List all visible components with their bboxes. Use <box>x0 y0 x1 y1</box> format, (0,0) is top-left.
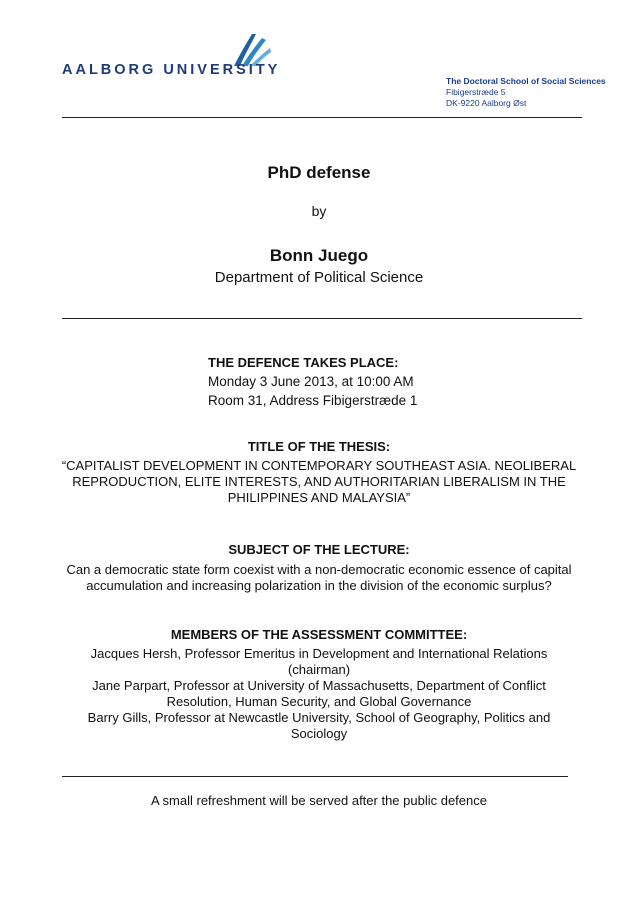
by-label: by <box>311 203 327 219</box>
defence-location: Room 31, Address Fibigerstræde 1 <box>208 393 418 408</box>
university-name: AALBORG UNIVERSITY <box>62 62 281 78</box>
thesis-heading: TITLE OF THE THESIS: <box>247 439 391 454</box>
defence-section <box>208 353 417 410</box>
lecture-subject: Can a democratic state form coexist with a non-democratic economic essence of capital accumulation and increasing polarization in the division of the economic surplus? <box>66 562 572 593</box>
school-address <box>446 76 606 109</box>
committee-member: Barry Gills, Professor at Newcastle University, School of Geography, Politics and Sociology <box>87 710 551 741</box>
department: Department of Political Science <box>214 269 424 286</box>
candidate-name: Bonn Juego <box>269 246 369 265</box>
committee-heading: MEMBERS OF THE ASSESSMENT COMMITTEE: <box>170 627 468 642</box>
page-title: PhD defense <box>267 163 371 182</box>
school-city: DK-9220 Aalborg Øst <box>446 98 527 108</box>
thesis-title: “CAPITALIST DEVELOPMENT IN CONTEMPORARY SOUTHEAST ASIA. NEOLIBERAL REPRODUCTION, ELITE INTERESTS, AND AUTHORITARIAN LIBERALISM IN THE PHILIPPINES AND MALAYSIA” <box>61 458 577 505</box>
school-street: Fibigerstræde 5 <box>446 87 506 97</box>
committee-list <box>70 646 568 742</box>
defence-datetime: Monday 3 June 2013, at 10:00 AM <box>208 374 414 389</box>
lecture-heading: SUBJECT OF THE LECTURE: <box>228 542 410 557</box>
school-name: The Doctoral School of Social Sciences <box>446 76 606 86</box>
refreshment-note: A small refreshment will be served after the public defence <box>150 793 487 808</box>
footer-divider <box>62 776 568 777</box>
defence-heading: THE DEFENCE TAKES PLACE: <box>208 355 399 370</box>
committee-member: Jane Parpart, Professor at University of Massachusetts, Department of Conflict Resolution, Human Security, and Global Governance <box>92 678 546 709</box>
title-divider <box>62 318 582 319</box>
header-divider <box>62 117 582 118</box>
committee-member: Jacques Hersh, Professor Emeritus in Development and International Relations (chairman) <box>90 646 548 677</box>
